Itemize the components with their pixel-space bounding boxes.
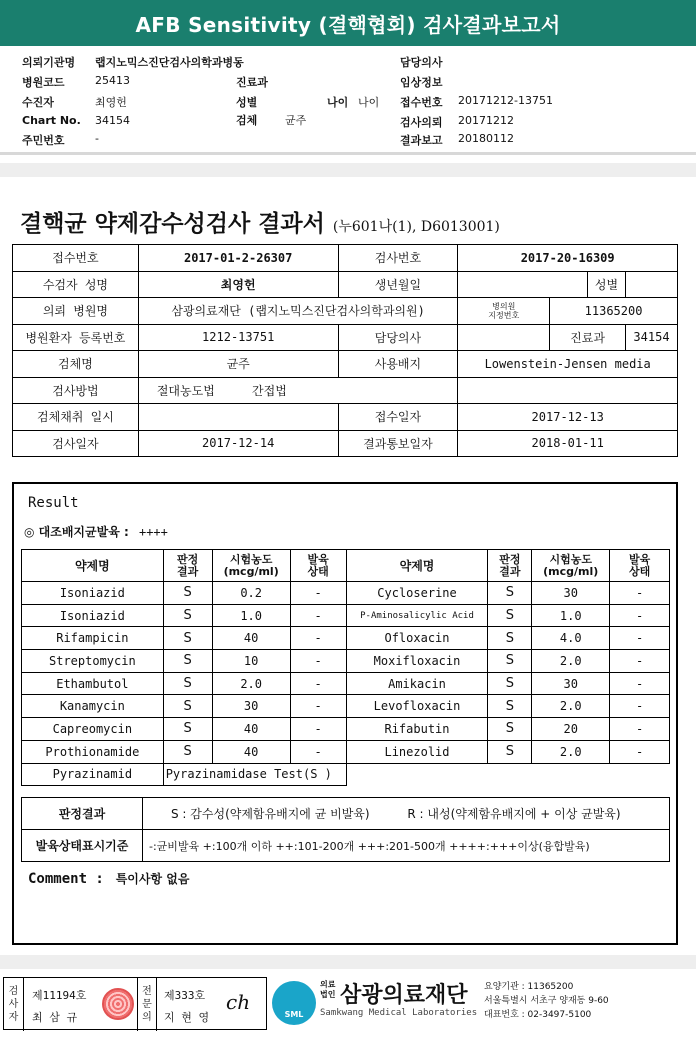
drug-name: Isoniazid [22, 604, 164, 627]
control-growth-value: ++++ [138, 525, 168, 539]
doctor-value [458, 324, 550, 351]
judge-result: S [488, 718, 532, 741]
examiner-seal-icon [102, 988, 134, 1020]
sml-logo-badge: SML [284, 1010, 304, 1019]
drug-name: Capreomycin [22, 718, 164, 741]
legend-growth-text: -:균비발육 +:100개 이하 ++:101-200개 +++:201-500개 ++++:+++이상(융합발육) [143, 830, 670, 862]
specimen-value: 균주 [138, 351, 338, 378]
judge-result: S [488, 695, 532, 718]
test-concentration: 1.0 [212, 604, 290, 627]
specialist-signature: ch [226, 990, 251, 1014]
receipt-no-value: 20171212-13751 [458, 94, 553, 107]
sex-label: 성별 [588, 271, 626, 298]
judge-result: S [488, 582, 532, 605]
table-row [22, 650, 670, 673]
table-row [22, 627, 670, 650]
growth-status: - [290, 718, 346, 741]
drug-name: Rifampicin [22, 627, 164, 650]
growth-status: - [290, 695, 346, 718]
logo-name: 삼광의료재단 [340, 983, 468, 1008]
conc-header-line1: 시험농도 [229, 552, 273, 566]
examiner-vertical-label [4, 978, 24, 1031]
conc-header-right [532, 550, 610, 582]
pyrazinamid-name: Pyrazinamid [22, 763, 164, 786]
examiner-label-3: 자 [8, 1012, 19, 1023]
method-blank [458, 377, 678, 404]
growth-status: - [290, 740, 346, 763]
dob-value [458, 271, 588, 298]
specialist-label-1: 전 [142, 986, 152, 997]
dept-label: 진료과 [550, 324, 626, 351]
examiner-label-1: 검 [8, 986, 19, 997]
judge-header-right [488, 550, 532, 582]
judge-result: S [488, 740, 532, 763]
growth-status: - [610, 650, 670, 673]
judge-result: S [163, 650, 212, 673]
resident-no-value: - [95, 132, 99, 145]
judge-result: S [488, 672, 532, 695]
sex-value [625, 271, 677, 298]
dob-label: 생년월일 [338, 271, 458, 298]
growth-status: - [290, 582, 346, 605]
designated-label-line1: 병의원 [492, 301, 516, 311]
clinical-label: 임상정보 [400, 76, 443, 89]
test-concentration: 40 [212, 627, 290, 650]
control-growth-label: ◎ 대조배지균발육 : [24, 525, 129, 539]
test-date-value: 2017-12-14 [138, 430, 338, 457]
growth-status: - [610, 695, 670, 718]
method-value [138, 377, 458, 404]
growth-status: - [610, 718, 670, 741]
drug-name: Moxifloxacin [346, 650, 488, 673]
hospital-label: 의뢰 병원명 [13, 298, 139, 325]
signature-box [3, 977, 267, 1030]
test-no-value: 2017-20-16309 [458, 245, 678, 272]
sex-label: 성별 [236, 96, 258, 109]
receipt-no-label: 접수번호 [13, 245, 139, 272]
receive-label: 접수일자 [338, 404, 458, 431]
specialist-name: 지 현 영 [164, 1011, 210, 1024]
media-value: Lowenstein-Jensen media [458, 351, 678, 378]
growth-header-right-line2: 상태 [628, 564, 651, 578]
judge-result: S [163, 718, 212, 741]
conc-header-line2: (mcg/ml) [223, 564, 279, 578]
specialist-label-2: 문 [142, 999, 152, 1010]
test-date-label: 검사일자 [13, 430, 139, 457]
institution-value: 랩지노믹스진단검사의학과병동 [95, 56, 244, 69]
test-concentration: 1.0 [532, 604, 610, 627]
dept-value: 34154 [625, 324, 677, 351]
growth-status: - [610, 582, 670, 605]
collect-label: 검체채취 일시 [13, 404, 139, 431]
test-no-label: 검사번호 [338, 245, 458, 272]
test-concentration: 10 [212, 650, 290, 673]
lab-address: 서울특별시 서초구 양재동 9-60 [484, 996, 609, 1006]
request-date: 20171212 [458, 114, 514, 127]
receipt-no-label: 접수번호 [400, 96, 443, 109]
name-label: 수검자 성명 [13, 271, 139, 298]
judge-result: S [163, 740, 212, 763]
chart-no-label: Chart No. [22, 114, 81, 127]
growth-status: - [610, 627, 670, 650]
conc-header [212, 550, 290, 582]
judge-result: S [163, 672, 212, 695]
test-concentration: 40 [212, 718, 290, 741]
judge-header [163, 550, 212, 582]
report-title: AFB Sensitivity (결핵협회) 검사결과보고서 [0, 0, 696, 46]
comment-label: Comment : [28, 871, 104, 887]
drug-name: Prothionamide [22, 740, 164, 763]
examiner-label-2: 사 [8, 999, 19, 1010]
legend-susceptible: S : 감수성(약제함유배지에 균 비발육) [171, 807, 370, 821]
patient-value: 최영헌 [95, 96, 127, 109]
pyrazinamid-row [22, 763, 670, 786]
specimen-value: 균주 [285, 114, 307, 127]
growth-status: - [290, 672, 346, 695]
hospital-code-label: 병원코드 [22, 76, 65, 89]
header-divider [0, 152, 696, 155]
specimen-label: 검체명 [13, 351, 139, 378]
institution-label: 의뢰기관명 [22, 56, 76, 69]
test-concentration: 2.0 [212, 672, 290, 695]
age-value: 나이 [358, 96, 380, 109]
reg-no-value: 1212-13751 [138, 324, 338, 351]
collect-value [138, 404, 338, 431]
test-concentration: 30 [532, 672, 610, 695]
designated-label [458, 298, 550, 325]
test-concentration: 30 [532, 582, 610, 605]
drug-name: Ofloxacin [346, 627, 488, 650]
test-concentration: 2.0 [532, 695, 610, 718]
legend-judge-label: 판정결과 [22, 798, 143, 830]
specialist-label-3: 의 [142, 1012, 152, 1023]
pyrazinamid-result: Pyrazinamidase Test(S ) [163, 763, 346, 786]
conc-header-right-line2: (mcg/ml) [543, 564, 599, 578]
lab-logo [272, 978, 692, 1028]
comment [28, 870, 189, 887]
growth-header-right-line1: 발육 [628, 552, 651, 566]
test-concentration: 40 [212, 740, 290, 763]
hospital-value: 삼광의료재단 (랩지노믹스진단검사의학과의원) [138, 298, 458, 325]
care-no: 요양기관 : 11365200 [484, 982, 574, 992]
judge-result: S [163, 695, 212, 718]
legend-growth-label: 발육상태표시기준 [22, 830, 143, 862]
drug-name: Ethambutol [22, 672, 164, 695]
specialist-license: 제333호 [164, 989, 206, 1002]
lab-contact [484, 980, 609, 1022]
request-label: 검사의뢰 [400, 116, 443, 129]
doctor-label: 담당의사 [338, 324, 458, 351]
media-label: 사용배지 [338, 351, 458, 378]
growth-status: - [610, 740, 670, 763]
test-concentration: 30 [212, 695, 290, 718]
dept-label: 진료과 [236, 76, 268, 89]
drug-header-right: 약제명 [346, 550, 488, 582]
method-label: 검사방법 [13, 377, 139, 404]
judge-header-line2: 결과 [177, 564, 199, 578]
judge-result: S [488, 650, 532, 673]
logo-prefix [320, 980, 335, 1000]
resident-no-label: 주민번호 [22, 134, 65, 147]
legend-judge-text [143, 798, 670, 830]
result-title: Result [28, 495, 79, 511]
judge-result: S [488, 604, 532, 627]
specialist-vertical-label [137, 978, 157, 1031]
judge-header-line1: 판정 [177, 552, 199, 566]
drug-name: Linezolid [346, 740, 488, 763]
drug-name: Kanamycin [22, 695, 164, 718]
document-title [20, 205, 500, 238]
lab-phone: 대표번호 : 02-3497-5100 [484, 1010, 592, 1020]
method-absolute: 절대농도법 [156, 383, 215, 398]
examiner-name: 최 삼 규 [32, 1011, 78, 1024]
table-row [22, 672, 670, 695]
drug-header: 약제명 [22, 550, 164, 582]
report-label: 결과보고 [400, 134, 443, 147]
growth-status: - [290, 650, 346, 673]
table-row [22, 582, 670, 605]
legend-resistant: R : 내성(약제함유배지에 + 이상 균발육) [407, 807, 621, 821]
footer-divider-band [0, 955, 696, 969]
receive-date: 2017-12-13 [458, 404, 678, 431]
specimen-label: 검체 [236, 114, 258, 127]
drug-name: Levofloxacin [346, 695, 488, 718]
growth-status: - [610, 672, 670, 695]
comment-text: 특이사항 없음 [115, 872, 190, 886]
result-section [12, 482, 678, 945]
control-growth [24, 523, 168, 540]
drug-name: Streptomycin [22, 650, 164, 673]
logo-prefix-line2: 법인 [320, 990, 336, 999]
growth-status: - [610, 604, 670, 627]
age-label: 나이 [327, 96, 349, 109]
table-row [22, 718, 670, 741]
judge-result: S [163, 627, 212, 650]
method-indirect: 간접법 [252, 383, 287, 398]
growth-header-line2: 상태 [307, 564, 329, 578]
growth-header-right [610, 550, 670, 582]
conc-header-right-line1: 시험농도 [549, 552, 592, 566]
patient-info-table [12, 244, 678, 457]
growth-header-line1: 발육 [307, 552, 329, 566]
test-concentration: 20 [532, 718, 610, 741]
table-row [22, 740, 670, 763]
drug-name: Amikacin [346, 672, 488, 695]
judge-header-right-line2: 결과 [499, 564, 521, 578]
judge-result: S [163, 604, 212, 627]
judge-result: S [163, 582, 212, 605]
logo-prefix-line1: 의료 [320, 980, 336, 989]
examiner-license: 제11194호 [32, 989, 87, 1002]
sml-logo-icon [272, 981, 316, 1025]
pyrazinamid-blank [346, 763, 669, 786]
growth-status: - [290, 627, 346, 650]
test-concentration: 2.0 [532, 650, 610, 673]
table-row [22, 695, 670, 718]
test-concentration: 2.0 [532, 740, 610, 763]
drug-table [21, 549, 670, 786]
drug-name: Cycloserine [346, 582, 488, 605]
designated-no: 11365200 [550, 298, 678, 325]
hospital-code-value: 25413 [95, 74, 130, 87]
drug-rows [22, 582, 670, 786]
test-concentration: 4.0 [532, 627, 610, 650]
document-subtitle: (누601나(1), D6013001) [332, 219, 500, 235]
designated-label-line2: 지정번호 [488, 310, 520, 320]
notice-label: 결과통보일자 [338, 430, 458, 457]
drug-name: P-Aminosalicylic Acid [346, 604, 488, 627]
judge-header-right-line1: 판정 [499, 552, 521, 566]
patient-label: 수진자 [22, 96, 54, 109]
report-header [0, 46, 696, 152]
test-concentration: 0.2 [212, 582, 290, 605]
document-title-text: 결핵균 약제감수성검사 결과서 [20, 210, 325, 237]
drug-name: Rifabutin [346, 718, 488, 741]
logo-english: Samkwang Medical Laboratories [320, 1008, 478, 1018]
judge-result: S [488, 627, 532, 650]
reg-no-label: 병원환자 등록번호 [13, 324, 139, 351]
growth-status: - [290, 604, 346, 627]
name-value: 최영헌 [138, 271, 338, 298]
growth-header [290, 550, 346, 582]
drug-name: Isoniazid [22, 582, 164, 605]
doctor-label: 담당의사 [400, 56, 443, 69]
report-date: 20180112 [458, 132, 514, 145]
drug-table-header [22, 550, 670, 582]
notice-date: 2018-01-11 [458, 430, 678, 457]
chart-no-value: 34154 [95, 114, 130, 127]
receipt-no-value: 2017-01-2-26307 [138, 245, 338, 272]
page-divider-band [0, 163, 696, 177]
table-row [22, 604, 670, 627]
legend-table [21, 797, 670, 862]
